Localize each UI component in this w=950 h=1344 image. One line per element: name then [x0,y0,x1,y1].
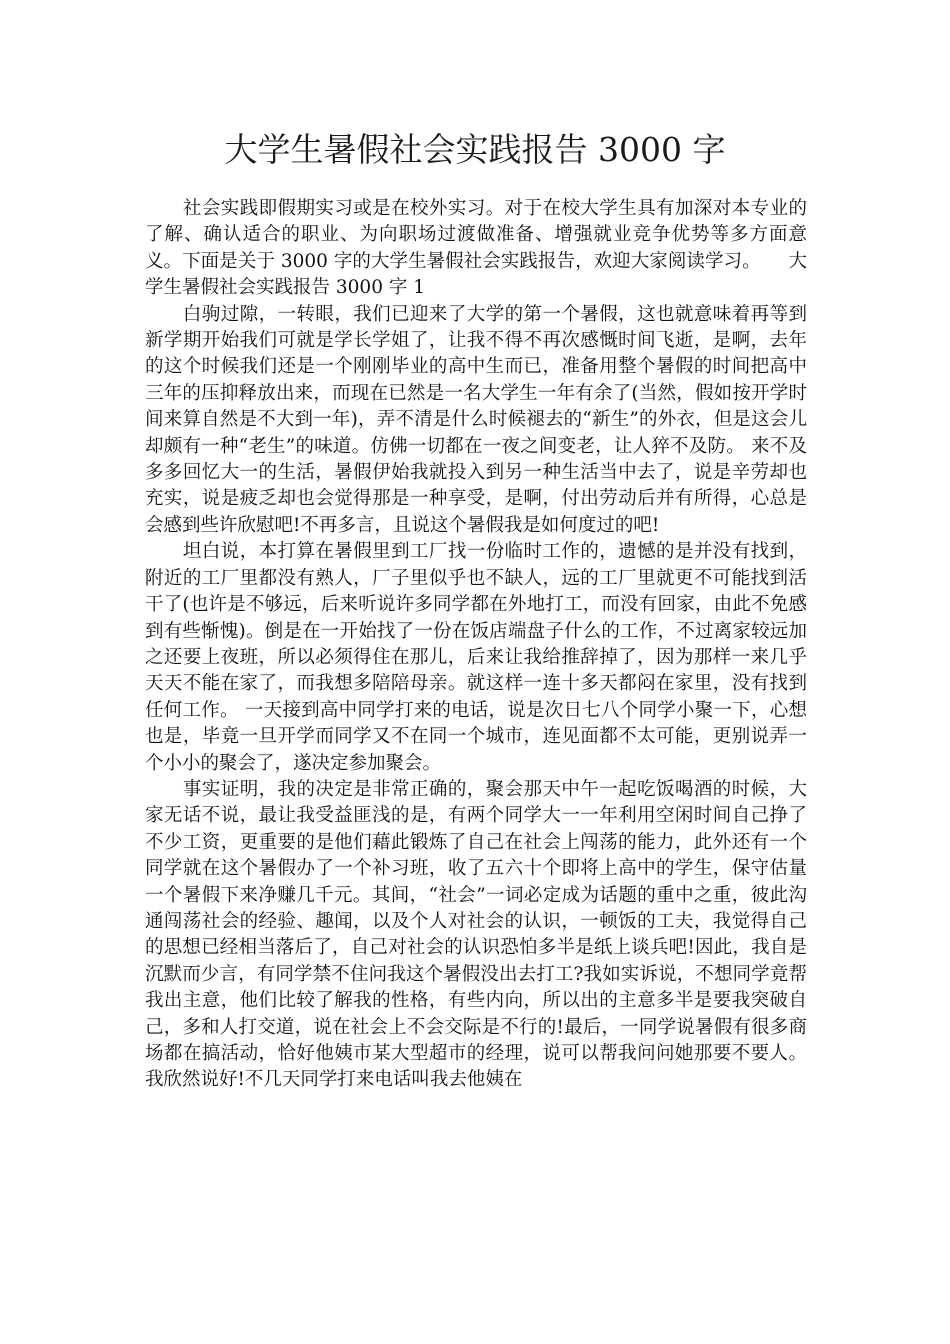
document-body [145,196,807,1094]
paragraph-3: 坦白说，本打算在暑假里到工厂找一份临时工作的，遗憾的是并没有找到，附近的工厂里都没有熟人，厂子里似乎也不缺人，远的工厂里就更不可能找到活干了(也许是不够远，后来听说许多同学都在外地打工，而没有回家，由此不免感到有些惭愧)。倒是在一开始找了一份在饭店端盘子什么的工作，不过离家较远加之还要上夜班，所以必须得住在那儿，后来让我给推辞掉了，因为那样一来几乎天天不能在家了，而我想多陪陪母亲。就这样一连十多天都闷在家里，没有找到任何工作。 一天接到高中同学打来的电话，说是次日七八个同学小聚一下，心想也是，毕竟一旦开学而同学又不在同一个城市，连见面都不太可能，更别说弄一个小小的聚会了，遂决定参加聚会。 [145,541,807,774]
paragraph-intro: 社会实践即假期实习或是在校外实习。对于在校大学生具有加深对本专业的了解、确认适合的职业、为向职场过渡做准备、增强就业竞争优势等多方面意义。下面是关于 3000 字的大学生暑假社会实践报告，欢迎大家阅读学习。 大学生暑假社会实践报告 3000 字 1 [145,198,807,299]
paragraph-2: 白驹过隙，一转眼，我们已迎来了大学的第一个暑假，这也就意味着再等到新学期开始我们可就是学长学姐了，让我不得不再次感慨时间飞逝，是啊，去年的这个时候我们还是一个刚刚毕业的高中生而已，准备用整个暑假的时间把高中三年的压抑释放出来，而现在已然是一名大学生一年有余了(当然，假如按开学时间来算自然是不大到一年)，弄不清是什么时候褪去的“新生”的外衣，但是这会儿却颇有一种“老生”的味道。仿佛一切都在一夜之间变老，让人猝不及防。 来不及多多回忆大一的生活，暑假伊始我就投入到另一种生活当中去了，说是辛劳却也充实，说是疲乏却也会觉得那是一种享受，是啊，付出劳动后并有所得，心总是会感到些许欣慰吧!不再多言，且说这个暑假我是如何度过的吧! [145,303,807,536]
paragraph-4: 事实证明，我的决定是非常正确的，聚会那天中午一起吃饭喝酒的时候，大家无话不说，最让我受益匪浅的是，有两个同学大一一年利用空闲时间自己挣了不少工资，更重要的是他们藉此锻炼了自己在社会上闯荡的能力，此外还有一个同学就在这个暑假办了一个补习班，收了五六十个即将上高中的学生，保守估量一个暑假下来净赚几千元。其间，“社会”一词必定成为话题的重中之重，彼此沟通闯荡社会的经验、趣闻，以及个人对社会的认识，一顿饭的工夫，我觉得自己的思想已经相当落后了，自己对社会的认识恐怕多半是纸上谈兵吧!因此，我自是沉默而少言，有同学禁不住问我这个暑假没出去打工?我如实诉说，不想同学竟帮我出主意，他们比较了解我的性格，有些内向，所以出的主意多半是要我突破自己，多和人打交道，说在社会上不会交际是不行的!最后，一同学说暑假有很多商场都在搞活动，恰好他姨市某大型超市的经理，说可以帮我问问她那要不要人。我欣然说好!不几天同学打来电话叫我去他姨在 [145,778,807,1091]
document-title: 大学生暑假社会实践报告 3000 字 [224,130,726,169]
